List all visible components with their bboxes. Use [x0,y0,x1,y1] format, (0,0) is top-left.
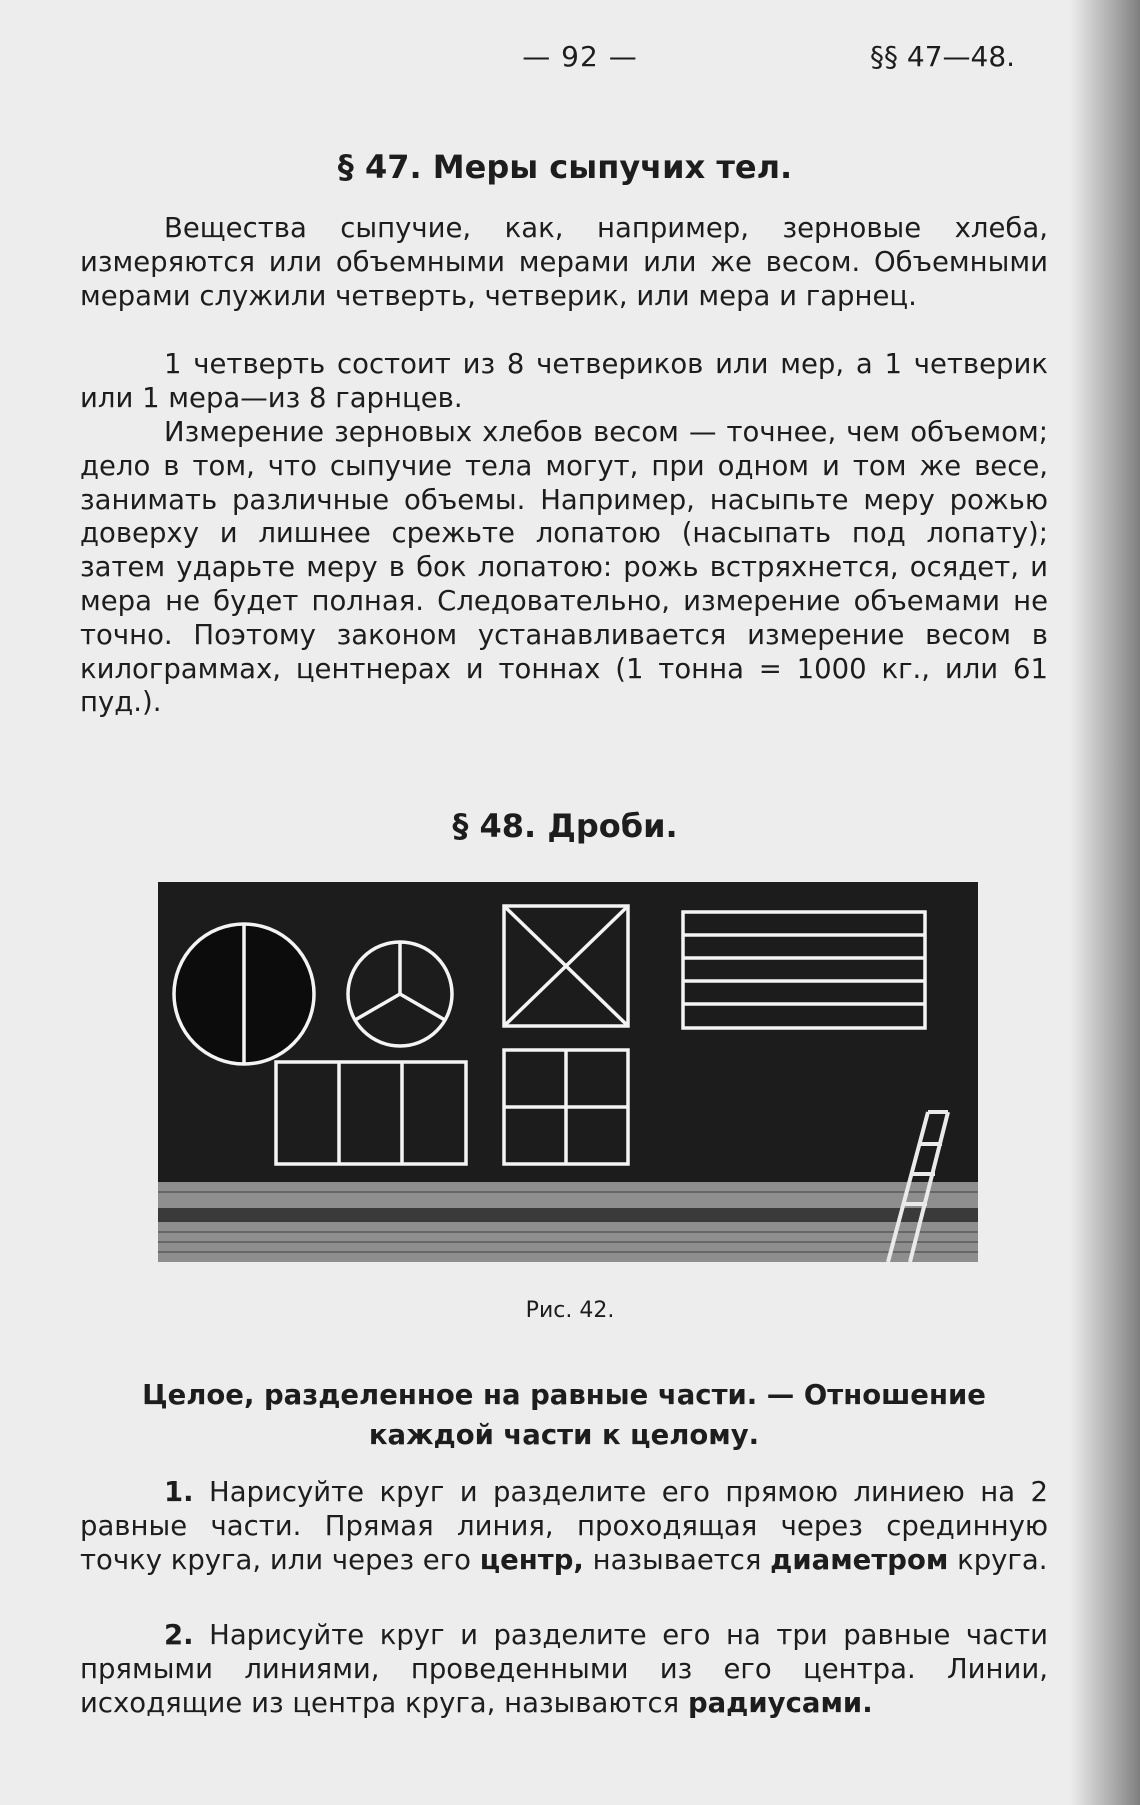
page-number: — 92 — [522,40,638,73]
section-reference: §§ 47—48. [870,40,1016,73]
subheading: Целое, разделенное на равные части. — Отношение каждой части к целому. [142,1379,986,1451]
figure-blackboard [158,882,978,1262]
section-47-paragraph-2: 1 четверть состоит из 8 четвериков или мер, а 1 четверик или 1 мера—из 8 гарнцев. [80,348,1048,414]
section-47-paragraph-1: Вещества сыпучие, как, например, зерновые хлеба, измеряются или объемными мерами или же весом. Объемными мерами служили четверть, четверик, или мера и гарнец. [80,212,1048,312]
section-48-title: § 48. Дроби. [452,807,678,845]
exercise-number: 2. [164,1619,194,1651]
section-47-paragraph-3: Измерение зерновых хлебов весом — точнее, чем объемом; дело в том, что сыпучие тела могут, при одном и том же весе, занимать различные объемы. Например, насыпьте меру рожью доверху и лишнее срежьте лопатою (насыпать под лопату); затем ударьте меру в бок лопатою: рожь встряхнется, осядет, и мера не будет полная. Следовательно, измерение объемами не точно. Поэтому законом устанавливается измерение весом в килограммах, центнерах и тоннах (1 тонна = 1000 кг., или 61 пуд.). [80,416,1048,719]
section-47-title: § 47. Меры сыпучих тел. [337,148,793,186]
page-edge-shadow [1070,0,1140,1805]
exercise-number: 1. [164,1476,194,1508]
exercise-1: 1. Нарисуйте круг и разделите его прямою линиею на 2 равные части. Прямая линия, проходящая через срединную точку круга, или через его центр, называется диаметром круга. [80,1476,1048,1576]
exercise-2: 2. Нарисуйте круг и разделите его на три равные части прямыми линиями, проведенными из его центра. Линии, исходящие из центра круга, называются радиусами. [80,1619,1049,1719]
figure-caption: Рис. 42. [525,1298,615,1323]
